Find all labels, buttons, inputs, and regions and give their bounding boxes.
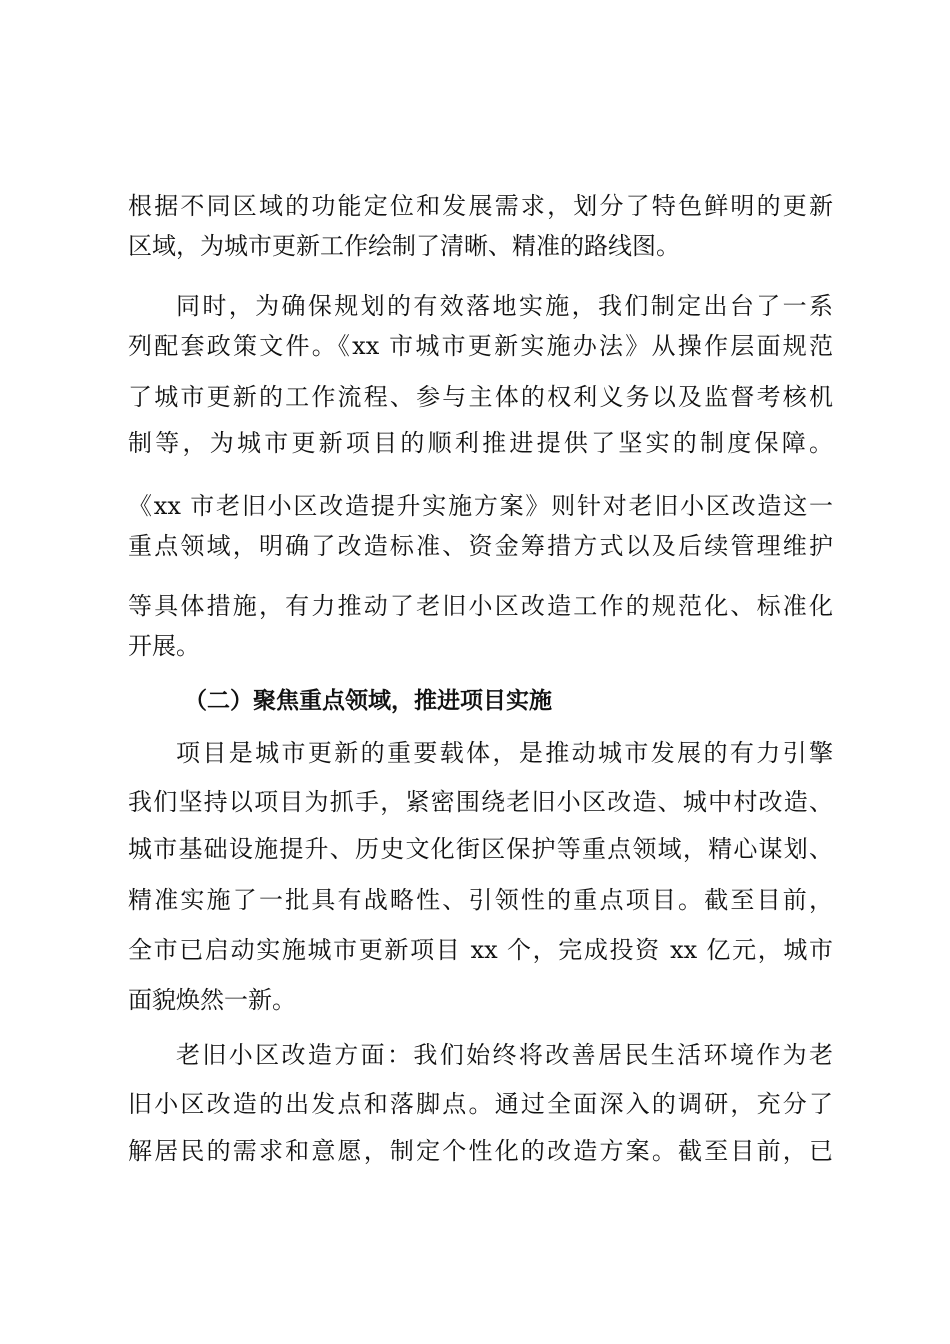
section-heading: （二）聚焦重点领域，推进项目实施 [184,688,552,714]
text-line: 城市基础设施提升、历史文化街区保护等重点领域，精心谋划、 [128,835,833,863]
text-line: 开展。 [128,632,200,660]
text-line: 面貌焕然一新。 [128,986,296,1014]
text-line: 制等，为城市更新项目的顺利推进提供了坚实的制度保障。 [128,429,833,457]
text-line: 区域，为城市更新工作绘制了清晰、精准的路线图。 [128,232,680,260]
text-line: 老旧小区改造方面：我们始终将改善居民生活环境作为老 [176,1041,833,1069]
text-line: 项目是城市更新的重要载体，是推动城市发展的有力引擎 [176,739,833,767]
text-line: 旧小区改造的出发点和落脚点。通过全面深入的调研，充分了 [128,1090,833,1118]
text-line: 《xx 市老旧小区改造提升实施方案》则针对老旧小区改造这一 [128,492,833,520]
text-line: 列配套政策文件。《xx 市城市更新实施办法》从操作层面规范 [128,332,833,360]
text-line: 等具体措施，有力推动了老旧小区改造工作的规范化、标准化 [128,592,833,620]
text-line: 解居民的需求和意愿，制定个性化的改造方案。截至目前，已 [128,1137,833,1165]
text-line: 了城市更新的工作流程、参与主体的权利义务以及监督考核机 [128,383,833,411]
text-line: 重点领域，明确了改造标准、资金筹措方式以及后续管理维护 [128,532,833,560]
text-line: 我们坚持以项目为抓手，紧密围绕老旧小区改造、城中村改造、 [128,788,833,816]
text-line: 同时，为确保规划的有效落地实施，我们制定出台了一系 [176,292,833,320]
text-line: 全市已启动实施城市更新项目 xx 个，完成投资 xx 亿元，城市 [128,936,833,964]
text-line: 精准实施了一批具有战略性、引领性的重点项目。截至目前， [128,886,833,914]
text-line: 根据不同区域的功能定位和发展需求，划分了特色鲜明的更新 [128,192,833,220]
